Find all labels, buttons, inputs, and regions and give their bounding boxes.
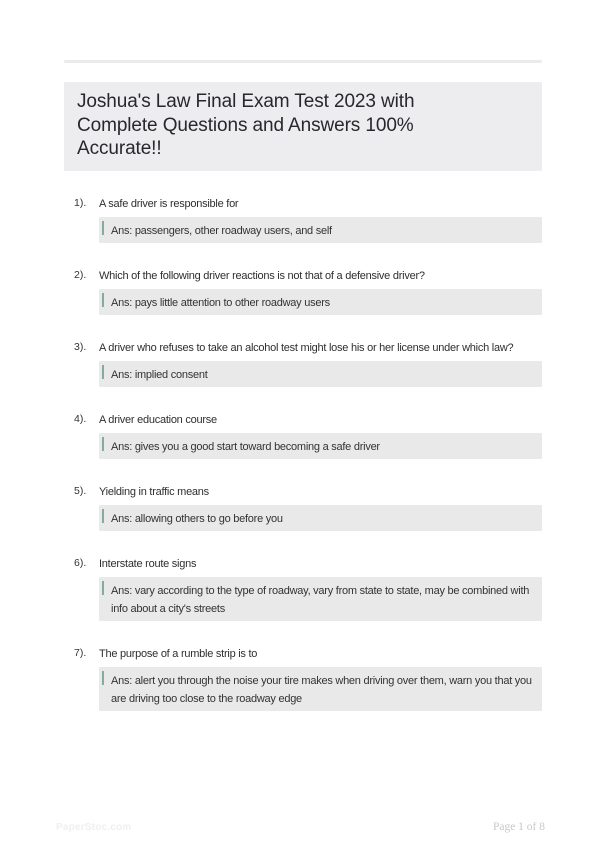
qa-item <box>64 483 542 531</box>
page-content <box>64 60 542 711</box>
page-number-text: Page 1 of 8 <box>492 821 545 833</box>
question-text: Yielding in traffic means <box>99 485 209 498</box>
answer-text: Ans: alert you through the noise your tire makes when driving over them, warn you that you are driving too close to the roadway edge <box>111 674 532 705</box>
answer-text: Ans: implied consent <box>111 368 208 381</box>
answer-text: Ans: pays little attention to other roadway users <box>111 296 330 309</box>
answer-box <box>99 217 542 243</box>
qa-list <box>64 195 542 711</box>
qa-item <box>64 555 542 621</box>
answer-text: Ans: vary according to the type of roadway, vary from state to state, may be combined with info about a city's streets <box>111 584 530 615</box>
page-title-line: Joshua's Law Final Exam Test 2023 with <box>77 91 415 112</box>
question-number: 1). <box>74 196 87 209</box>
answer-box <box>99 667 542 711</box>
watermark-text: PaperStoc.com <box>56 822 132 833</box>
top-divider <box>64 60 542 63</box>
question-text: A safe driver is responsible for <box>99 197 239 210</box>
question-number: 6). <box>74 556 87 569</box>
question-row <box>64 339 542 356</box>
answer-box <box>99 433 542 459</box>
document-page <box>0 60 606 860</box>
question-text: The purpose of a rumble strip is to <box>99 647 258 660</box>
question-number: 5). <box>74 484 87 497</box>
answer-text: Ans: allowing others to go before you <box>111 512 283 525</box>
question-text: Interstate route signs <box>99 557 197 570</box>
question-number: 2). <box>74 268 87 281</box>
question-number: 3). <box>74 340 87 353</box>
answer-box <box>99 505 542 531</box>
page-title-line: Complete Questions and Answers 100% <box>77 114 414 136</box>
question-row <box>64 267 542 284</box>
qa-item <box>64 195 542 243</box>
question-number: 7). <box>74 646 87 659</box>
qa-item <box>64 339 542 387</box>
question-text: A driver who refuses to take an alcohol test might lose his or her license under which law? <box>99 341 514 354</box>
question-row <box>64 645 542 662</box>
question-number: 4). <box>74 412 87 425</box>
answer-box <box>99 289 542 315</box>
question-text: A driver education course <box>99 413 217 426</box>
answer-box <box>99 577 542 621</box>
answer-text: Ans: passengers, other roadway users, and self <box>111 224 332 237</box>
qa-item <box>64 411 542 459</box>
title-box <box>64 82 542 171</box>
answer-box <box>99 361 542 387</box>
qa-item <box>64 267 542 315</box>
question-row <box>64 411 542 428</box>
qa-item <box>64 645 542 711</box>
question-row <box>64 483 542 500</box>
answer-text: Ans: gives you a good start toward becoming a safe driver <box>111 440 380 453</box>
question-text: Which of the following driver reactions is not that of a defensive driver? <box>99 269 425 282</box>
page-title-line: Accurate!! <box>77 138 162 159</box>
question-row <box>64 195 542 212</box>
question-row <box>64 555 542 572</box>
